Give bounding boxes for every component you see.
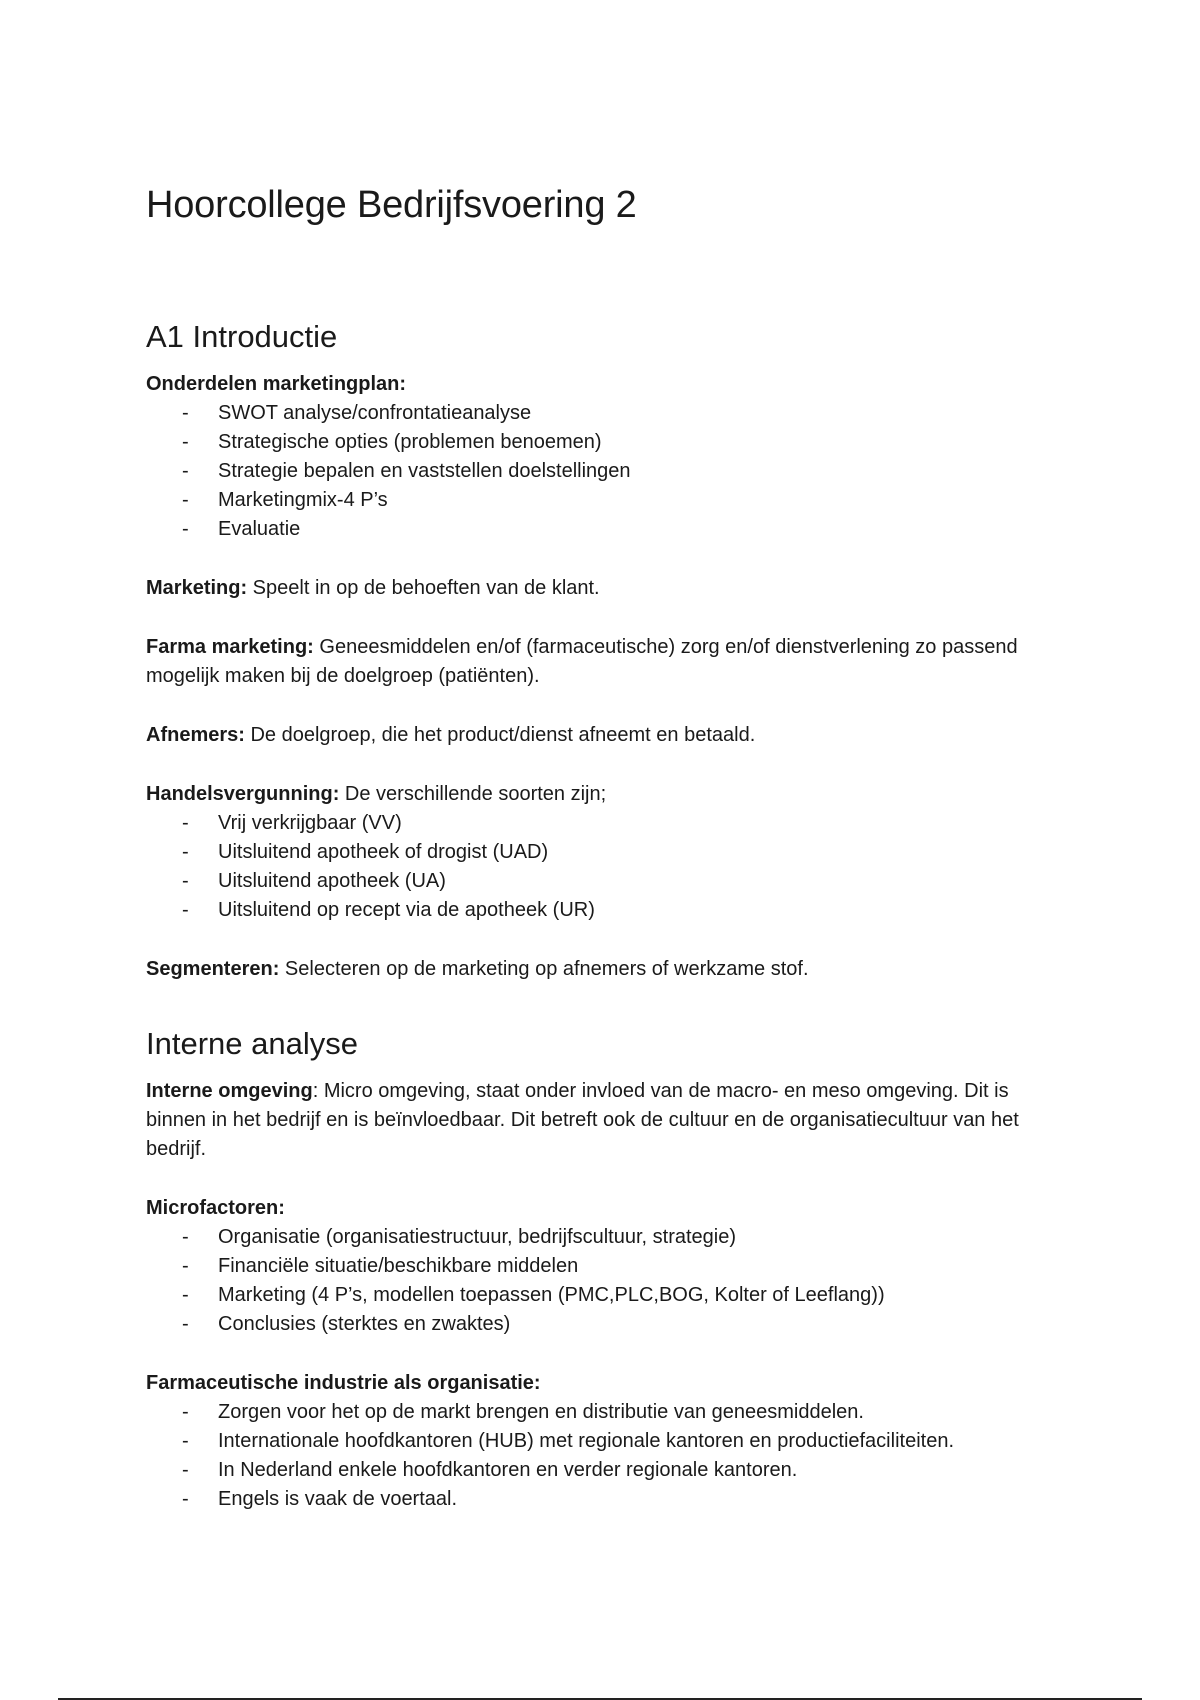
list-item: - Marketing (4 P’s, modellen toepassen (PMC,PLC,BOG, Kolter of Leeflang)) — [146, 1281, 1066, 1310]
list-item: - Uitsluitend apotheek of drogist (UAD) — [146, 838, 1066, 867]
onderdelen-marketingplan-block — [146, 370, 1066, 544]
microfactoren-block — [146, 1194, 1066, 1339]
farma-marketing-definition — [146, 633, 1066, 691]
onderdelen-label: Onderdelen marketingplan: — [146, 373, 407, 395]
list-item: - Zorgen voor het op de markt brengen en distributie van geneesmiddelen. — [146, 1398, 1066, 1427]
list-item: - Evaluatie — [146, 515, 1066, 544]
definition-term: Marketing: — [146, 577, 248, 599]
list-item: - Strategie bepalen en vaststellen doelstellingen — [146, 457, 1066, 486]
list-item: - Uitsluitend apotheek (UA) — [146, 867, 1066, 896]
list-item: - Vrij verkrijgbaar (VV) — [146, 809, 1066, 838]
section-a1-introductie — [146, 318, 1066, 984]
segmenteren-definition — [146, 955, 1066, 984]
definition-text: : Micro omgeving, staat onder invloed van de macro- en meso omgeving. Dit is binnen in het bedrijf en is beïnvloedbaar. Dit betreft ook de cultuur en de organisatiecultuur van het bedrijf. — [146, 1080, 1019, 1160]
definition-text: Geneesmiddelen en/of (farmaceutische) zorg en/of dienstverlening zo passend mogelijk maken bij de doelgroep (patiënten). — [146, 636, 1018, 687]
page-title: Hoorcollege Bedrijfsvoering 2 — [146, 184, 637, 226]
definition-text: De verschillende soorten zijn; — [339, 783, 607, 805]
handelsvergunning-block — [146, 780, 1066, 925]
list-item: - Marketingmix-4 P’s — [146, 486, 1066, 515]
list-item: - SWOT analyse/confrontatieanalyse — [146, 399, 1066, 428]
afnemers-definition — [146, 721, 1066, 750]
definition-term: Interne omgeving — [146, 1080, 313, 1102]
handelsvergunning-list — [146, 809, 1066, 925]
list-item: - Engels is vaak de voertaal. — [146, 1485, 1066, 1514]
microfactoren-label: Microfactoren: — [146, 1197, 285, 1219]
definition-term: Afnemers: — [146, 724, 245, 746]
marketing-definition — [146, 574, 1066, 603]
definition-text: Selecteren op de marketing op afnemers of werkzame stof. — [279, 958, 809, 980]
list-item: - Internationale hoofdkantoren (HUB) met regionale kantoren en productiefaciliteiten. — [146, 1427, 1066, 1456]
microfactoren-list — [146, 1223, 1066, 1339]
list-item: - Financiële situatie/beschikbare middelen — [146, 1252, 1066, 1281]
list-item: - In Nederland enkele hoofdkantoren en verder regionale kantoren. — [146, 1456, 1066, 1485]
section-heading-a1: A1 Introductie — [146, 319, 338, 354]
section-heading-interne-analyse: Interne analyse — [146, 1026, 358, 1061]
definition-term: Segmenteren: — [146, 958, 280, 980]
interne-omgeving-definition — [146, 1077, 1066, 1164]
section-interne-analyse — [146, 1025, 1066, 1514]
farmaceutische-industrie-label: Farmaceutische industrie als organisatie: — [146, 1372, 541, 1394]
list-item: - Organisatie (organisatiestructuur, bedrijfscultuur, strategie) — [146, 1223, 1066, 1252]
list-item: - Conclusies (sterktes en zwaktes) — [146, 1310, 1066, 1339]
farmaceutische-industrie-list — [146, 1398, 1066, 1514]
definition-text: Speelt in op de behoeften van de klant. — [247, 577, 600, 599]
onderdelen-list — [146, 399, 1066, 544]
definition-term: Farma marketing: — [146, 636, 314, 658]
definition-text: De doelgroep, die het product/dienst afneemt en betaald. — [244, 724, 756, 746]
definition-term: Handelsvergunning: — [146, 783, 340, 805]
list-item: - Strategische opties (problemen benoemen) — [146, 428, 1066, 457]
farmaceutische-industrie-block — [146, 1369, 1066, 1514]
list-item: - Uitsluitend op recept via de apotheek (UR) — [146, 896, 1066, 925]
